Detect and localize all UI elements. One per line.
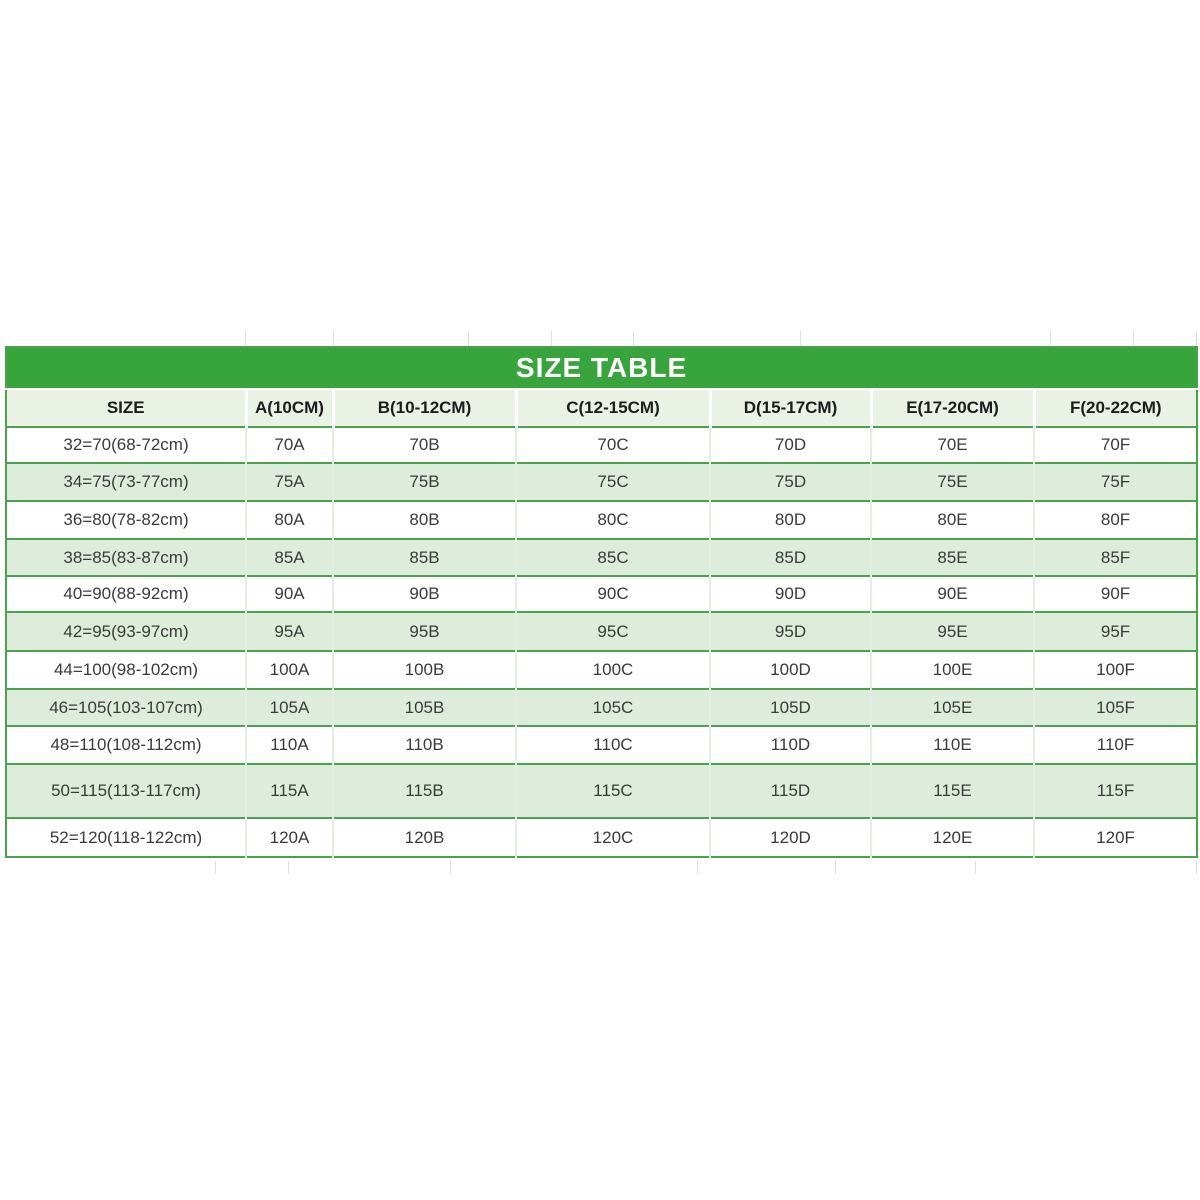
value-cell-f: 90F xyxy=(1034,576,1197,612)
value-cell-e: 115E xyxy=(871,764,1034,818)
gridline-tick xyxy=(697,861,698,874)
value-cell-c: 75C xyxy=(516,463,710,501)
table-row xyxy=(6,539,1197,576)
value-cell-c: 80C xyxy=(516,501,710,539)
value-cell-d: 70D xyxy=(710,427,871,463)
value-cell-a: 70A xyxy=(246,427,333,463)
table-title: SIZE TABLE xyxy=(6,347,1197,389)
gridline-tick xyxy=(333,331,334,346)
column-header-d: D(15-17CM) xyxy=(710,389,871,427)
value-cell-d: 110D xyxy=(710,726,871,764)
value-cell-e: 75E xyxy=(871,463,1034,501)
value-cell-c: 70C xyxy=(516,427,710,463)
value-cell-d: 95D xyxy=(710,612,871,651)
gridline-tick xyxy=(245,331,246,346)
value-cell-b: 100B xyxy=(333,651,516,689)
value-cell-a: 90A xyxy=(246,576,333,612)
value-cell-e: 85E xyxy=(871,539,1034,576)
value-cell-b: 70B xyxy=(333,427,516,463)
gridline-tick xyxy=(800,331,801,346)
value-cell-f: 85F xyxy=(1034,539,1197,576)
table-row xyxy=(6,576,1197,612)
value-cell-c: 95C xyxy=(516,612,710,651)
value-cell-b: 90B xyxy=(333,576,516,612)
size-cell: 32=70(68-72cm) xyxy=(6,427,246,463)
table-row xyxy=(6,689,1197,726)
value-cell-e: 100E xyxy=(871,651,1034,689)
gridline-tick xyxy=(468,331,469,346)
value-cell-b: 80B xyxy=(333,501,516,539)
table-row xyxy=(6,818,1197,857)
value-cell-f: 115F xyxy=(1034,764,1197,818)
gridline-tick xyxy=(975,861,976,874)
gridline-tick xyxy=(288,861,289,874)
gridline-tick xyxy=(450,861,451,874)
value-cell-b: 115B xyxy=(333,764,516,818)
value-cell-a: 75A xyxy=(246,463,333,501)
value-cell-b: 110B xyxy=(333,726,516,764)
value-cell-b: 105B xyxy=(333,689,516,726)
value-cell-b: 95B xyxy=(333,612,516,651)
value-cell-e: 105E xyxy=(871,689,1034,726)
size-cell: 50=115(113-117cm) xyxy=(6,764,246,818)
gridline-tick xyxy=(835,861,836,874)
value-cell-c: 85C xyxy=(516,539,710,576)
value-cell-e: 110E xyxy=(871,726,1034,764)
value-cell-a: 80A xyxy=(246,501,333,539)
value-cell-e: 95E xyxy=(871,612,1034,651)
value-cell-e: 80E xyxy=(871,501,1034,539)
value-cell-d: 120D xyxy=(710,818,871,857)
gridline-tick xyxy=(215,861,216,874)
size-cell: 40=90(88-92cm) xyxy=(6,576,246,612)
value-cell-c: 100C xyxy=(516,651,710,689)
size-cell: 36=80(78-82cm) xyxy=(6,501,246,539)
table-row xyxy=(6,501,1197,539)
size-cell: 42=95(93-97cm) xyxy=(6,612,246,651)
size-cell: 48=110(108-112cm) xyxy=(6,726,246,764)
value-cell-e: 70E xyxy=(871,427,1034,463)
column-header-f: F(20-22CM) xyxy=(1034,389,1197,427)
title-row xyxy=(6,347,1197,389)
value-cell-a: 115A xyxy=(246,764,333,818)
column-header-e: E(17-20CM) xyxy=(871,389,1034,427)
value-cell-c: 105C xyxy=(516,689,710,726)
value-cell-e: 90E xyxy=(871,576,1034,612)
value-cell-f: 105F xyxy=(1034,689,1197,726)
value-cell-a: 95A xyxy=(246,612,333,651)
value-cell-b: 85B xyxy=(333,539,516,576)
value-cell-d: 115D xyxy=(710,764,871,818)
value-cell-a: 85A xyxy=(246,539,333,576)
gridline-tick xyxy=(1133,331,1134,346)
table-row xyxy=(6,726,1197,764)
size-cell: 44=100(98-102cm) xyxy=(6,651,246,689)
value-cell-d: 80D xyxy=(710,501,871,539)
value-cell-f: 110F xyxy=(1034,726,1197,764)
size-cell: 52=120(118-122cm) xyxy=(6,818,246,857)
size-cell: 34=75(73-77cm) xyxy=(6,463,246,501)
value-cell-d: 75D xyxy=(710,463,871,501)
value-cell-a: 100A xyxy=(246,651,333,689)
value-cell-a: 105A xyxy=(246,689,333,726)
gridline-tick xyxy=(1196,861,1197,874)
value-cell-f: 95F xyxy=(1034,612,1197,651)
value-cell-d: 105D xyxy=(710,689,871,726)
value-cell-c: 90C xyxy=(516,576,710,612)
gridline-tick xyxy=(551,331,552,346)
size-cell: 46=105(103-107cm) xyxy=(6,689,246,726)
value-cell-b: 75B xyxy=(333,463,516,501)
gridline-tick xyxy=(1196,331,1197,346)
value-cell-f: 100F xyxy=(1034,651,1197,689)
value-cell-a: 120A xyxy=(246,818,333,857)
value-cell-d: 100D xyxy=(710,651,871,689)
value-cell-f: 70F xyxy=(1034,427,1197,463)
header-row xyxy=(6,389,1197,427)
size-table xyxy=(5,346,1198,858)
value-cell-f: 80F xyxy=(1034,501,1197,539)
table-row xyxy=(6,764,1197,818)
value-cell-d: 90D xyxy=(710,576,871,612)
column-header-c: C(12-15CM) xyxy=(516,389,710,427)
value-cell-f: 75F xyxy=(1034,463,1197,501)
column-header-a: A(10CM) xyxy=(246,389,333,427)
gridline-tick xyxy=(633,331,634,346)
value-cell-c: 115C xyxy=(516,764,710,818)
value-cell-a: 110A xyxy=(246,726,333,764)
table-row xyxy=(6,463,1197,501)
size-cell: 38=85(83-87cm) xyxy=(6,539,246,576)
table-row xyxy=(6,651,1197,689)
value-cell-c: 120C xyxy=(516,818,710,857)
value-cell-c: 110C xyxy=(516,726,710,764)
value-cell-d: 85D xyxy=(710,539,871,576)
value-cell-e: 120E xyxy=(871,818,1034,857)
table-row xyxy=(6,427,1197,463)
column-header-size: SIZE xyxy=(6,389,246,427)
value-cell-b: 120B xyxy=(333,818,516,857)
value-cell-f: 120F xyxy=(1034,818,1197,857)
table-row xyxy=(6,612,1197,651)
column-header-b: B(10-12CM) xyxy=(333,389,516,427)
gridline-tick xyxy=(1050,331,1051,346)
